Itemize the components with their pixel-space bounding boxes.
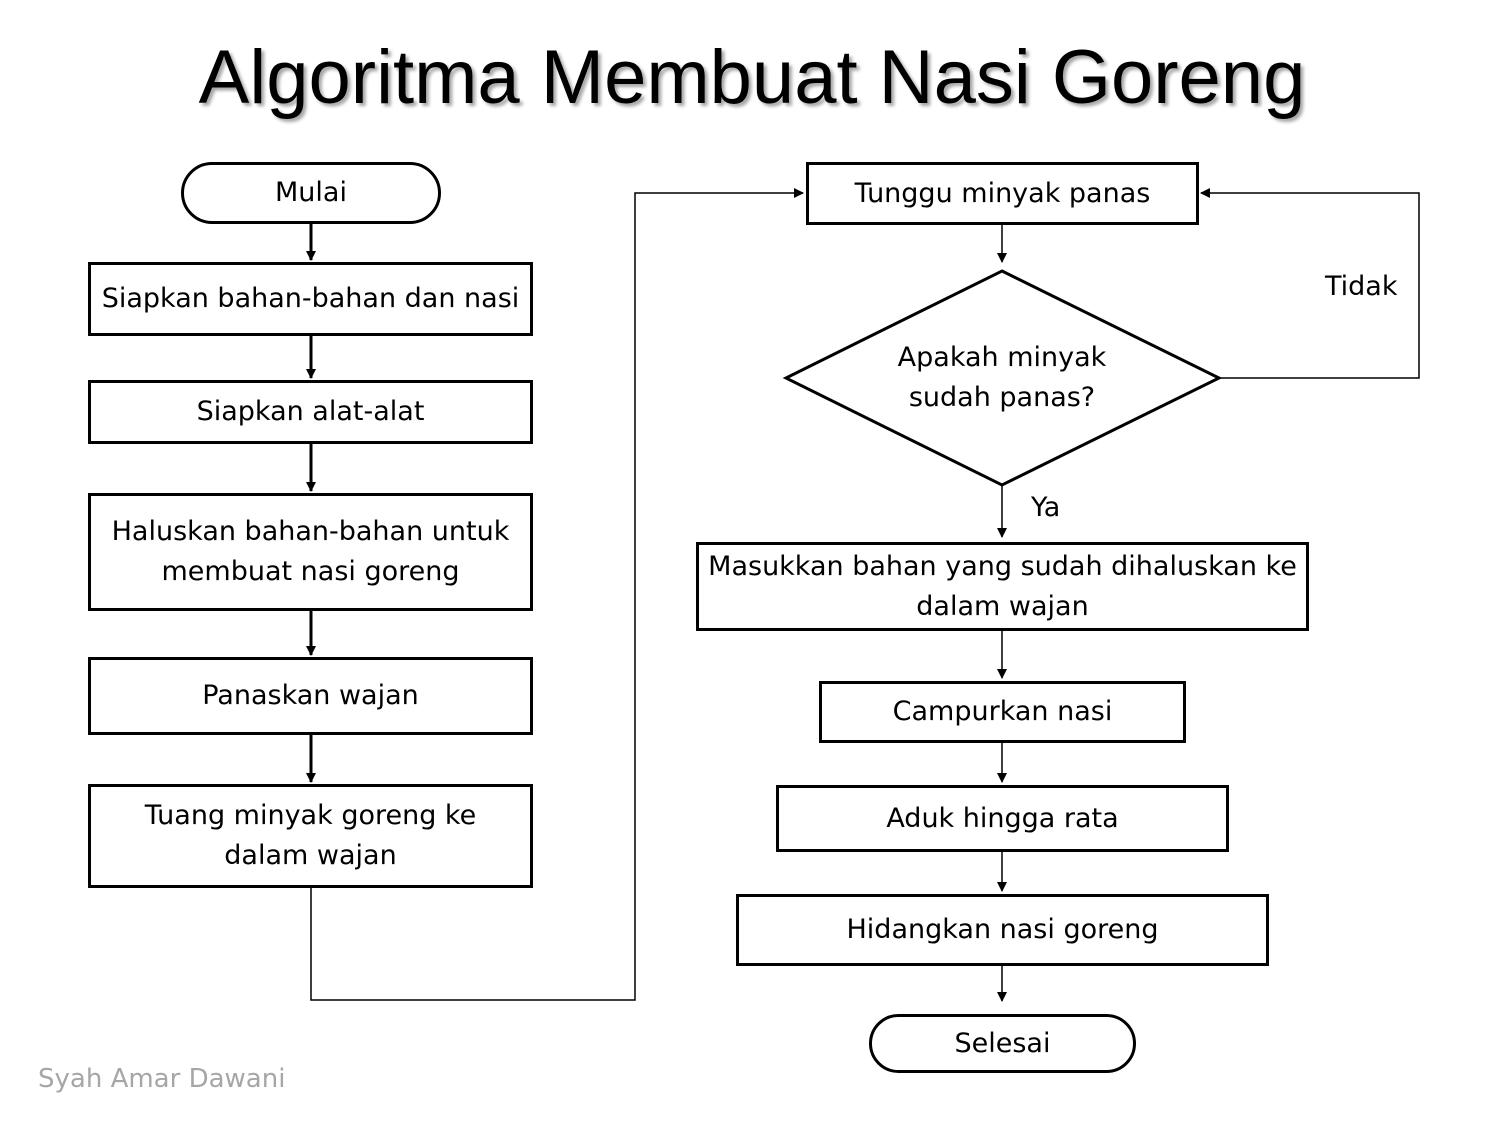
step-grind-ingredients: Haluskan bahan-bahan untuk membuat nasi goreng	[88, 493, 533, 611]
start-terminal: Mulai	[181, 162, 441, 224]
label-yes: Ya	[1031, 492, 1061, 523]
step-prepare-ingredients: Siapkan bahan-bahan dan nasi	[88, 262, 533, 336]
author-watermark: Syah Amar Dawani	[38, 1064, 286, 1094]
end-terminal: Selesai	[869, 1014, 1136, 1073]
step-mix-rice: Campurkan nasi	[819, 681, 1186, 743]
label-no: Tidak	[1325, 271, 1398, 302]
step-heat-pan: Panaskan wajan	[88, 657, 533, 735]
step-pour-oil: Tuang minyak goreng ke dalam wajan	[88, 784, 533, 888]
step-wait-oil: Tunggu minyak panas	[806, 162, 1199, 225]
step-stir: Aduk hingga rata	[776, 785, 1229, 852]
decision-text: Apakah minyak sudah panas?	[897, 342, 1107, 413]
step-serve: Hidangkan nasi goreng	[736, 894, 1269, 966]
step-prepare-tools: Siapkan alat-alat	[88, 380, 533, 444]
page-title: Algoritma Membuat Nasi Goreng	[198, 35, 1306, 120]
step-add-ingredients: Masukkan bahan yang sudah dihaluskan ke dalam wajan	[696, 542, 1309, 631]
